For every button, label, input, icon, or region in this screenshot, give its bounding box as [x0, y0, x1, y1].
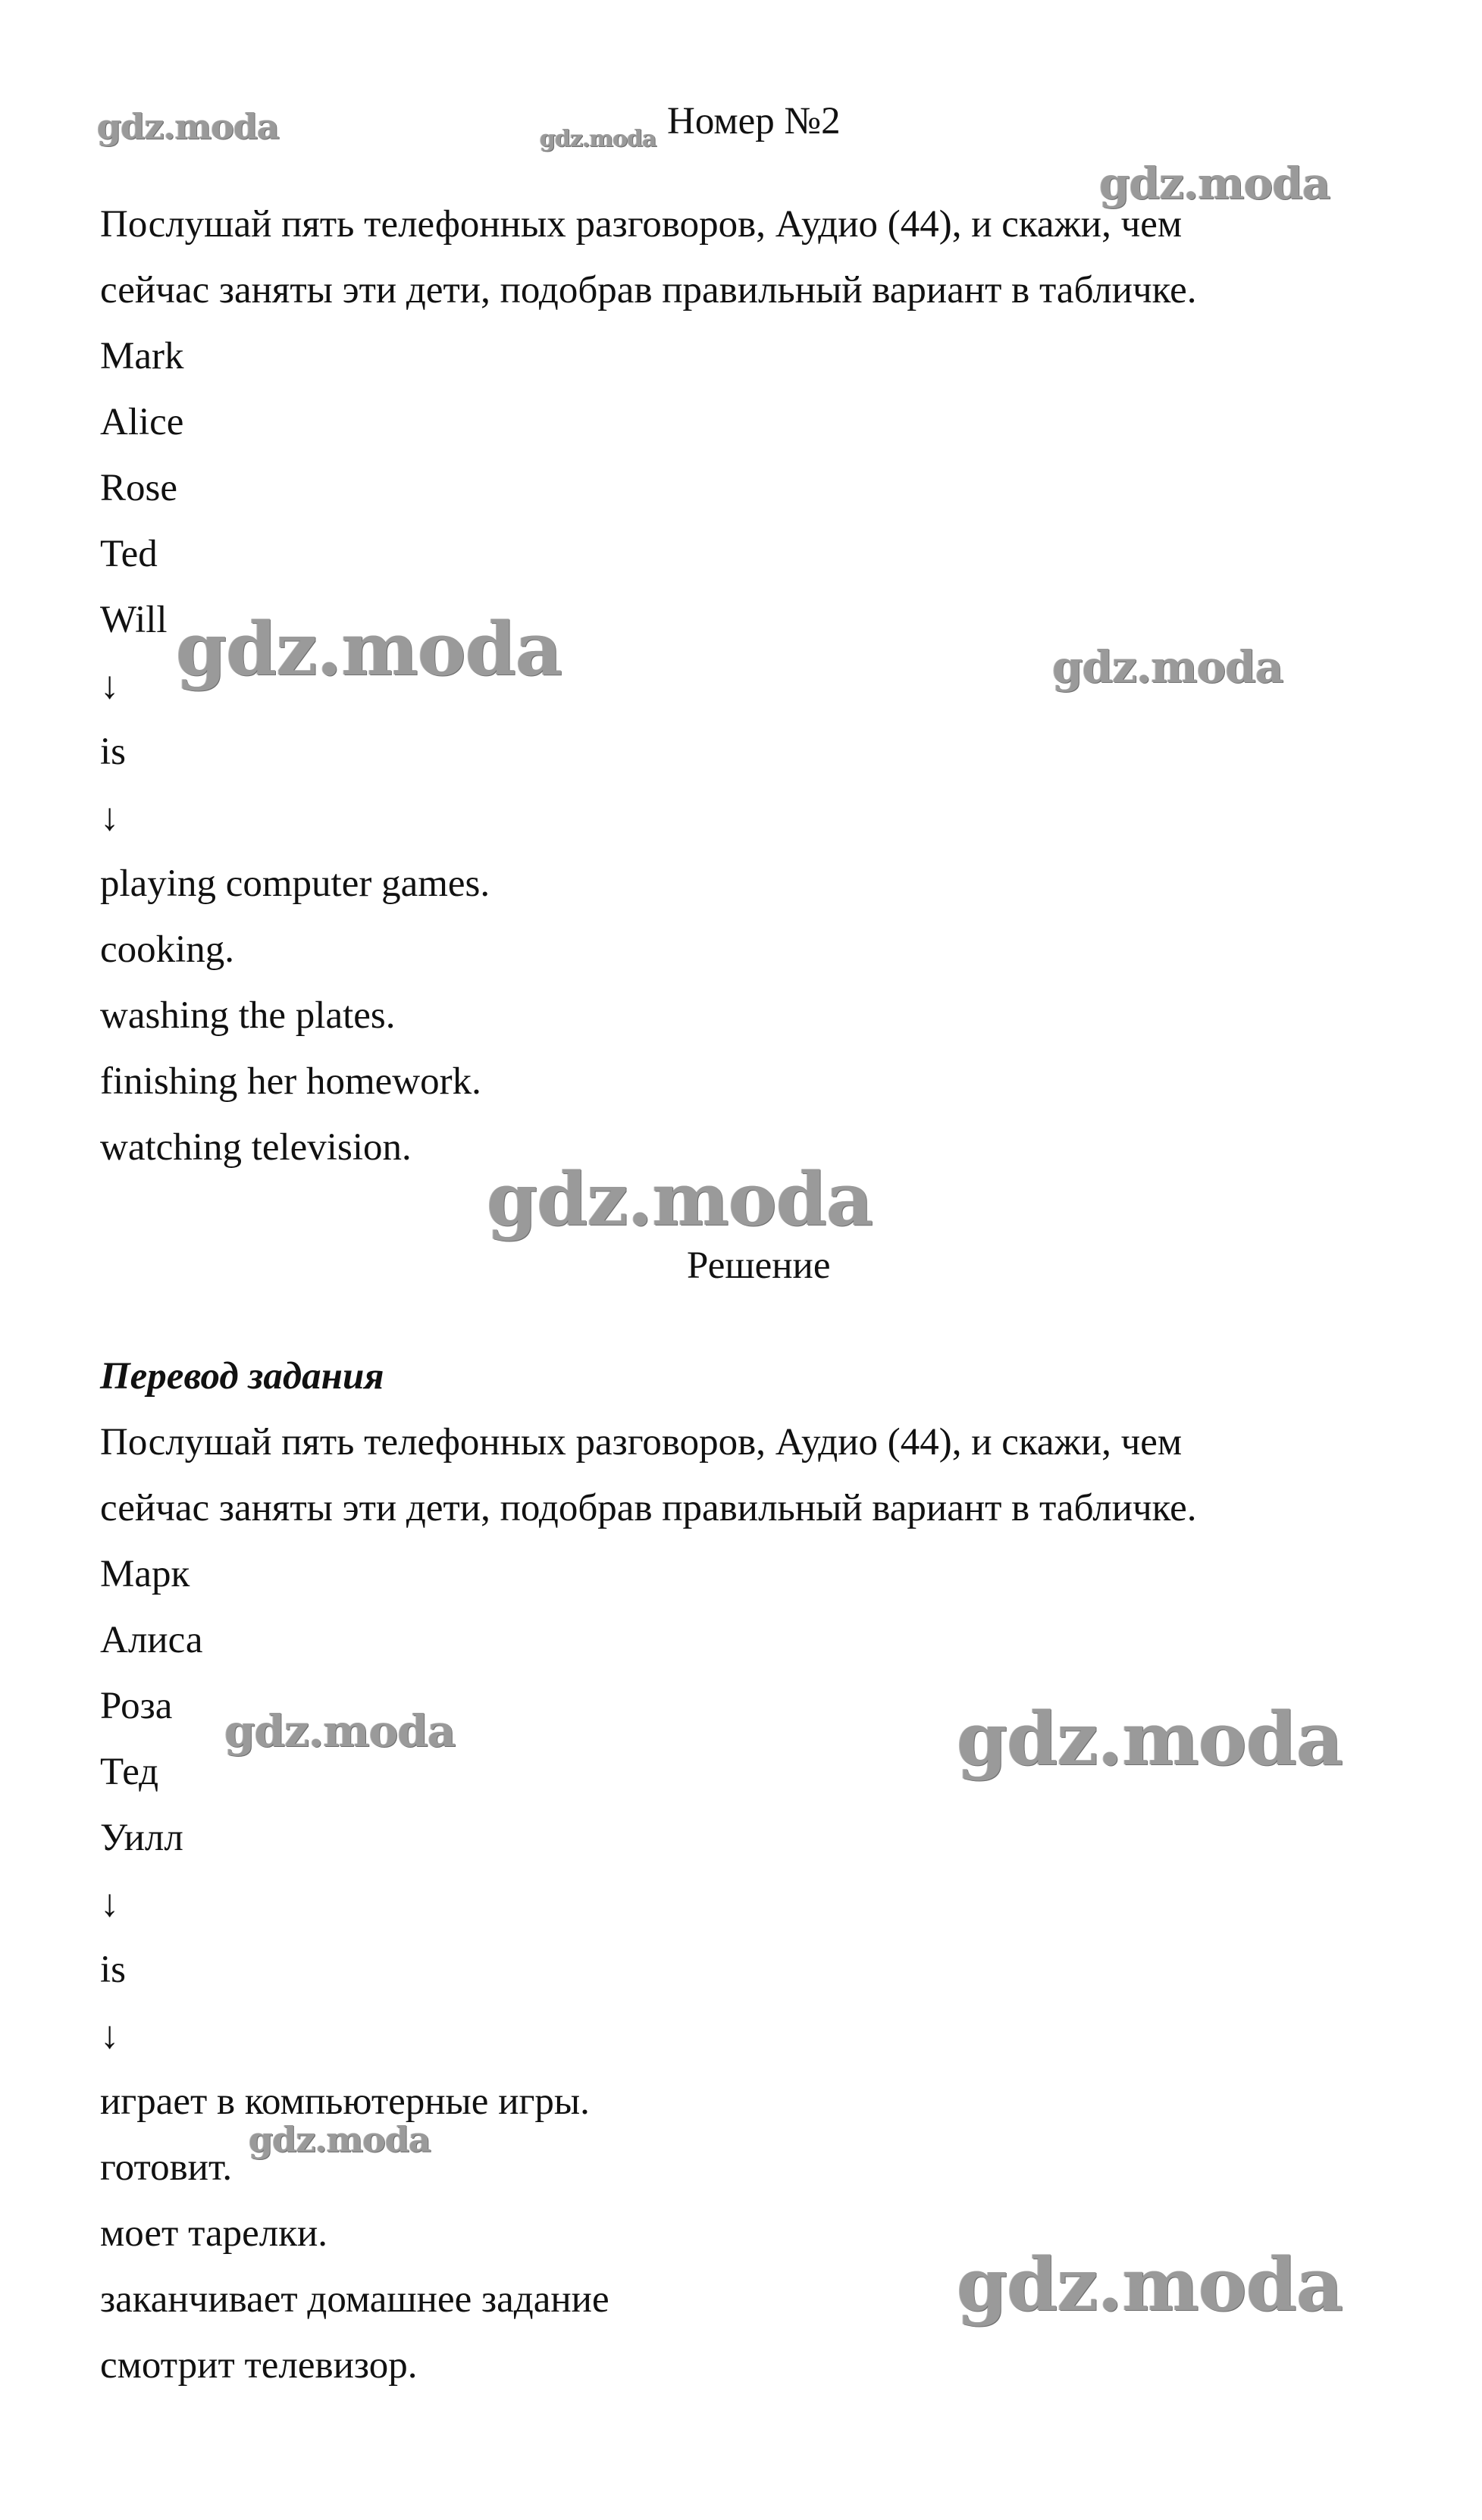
page-title: Номер №2	[667, 100, 841, 142]
down-arrow: ↓	[100, 797, 120, 839]
watermark: gdz.moda	[224, 1705, 456, 1757]
translation-activity-item: моет тарелки.	[100, 2212, 328, 2255]
task-instruction-line-1: Послушай пять телефонных разговоров, Аудио (44), и скажи, чем	[100, 203, 1183, 246]
task-activity-item: cooking.	[100, 928, 235, 971]
translation-instruction-line-2: сейчас заняты эти дети, подобрав правильный вариант в табличке.	[100, 1487, 1197, 1529]
watermark: gdz.moda	[249, 2119, 431, 2160]
task-name-item: Ted	[100, 533, 158, 575]
translation-name-item: Роза	[100, 1685, 173, 1727]
task-activity-item: finishing her homework.	[100, 1060, 481, 1103]
translation-activity-item: готовит.	[100, 2146, 233, 2189]
task-activity-item: washing the plates.	[100, 994, 396, 1037]
watermark: gdz.moda	[957, 1696, 1343, 1782]
translation-activity-item: заканчивает домашнее задание	[100, 2278, 609, 2321]
task-activity-item: playing computer games.	[100, 862, 490, 905]
task-verb: is	[100, 731, 127, 773]
watermark: gdz.moda	[97, 106, 279, 147]
translation-heading: Перевод задания	[100, 1355, 384, 1398]
watermark: gdz.moda	[1099, 158, 1330, 209]
task-name-item: Rose	[100, 467, 177, 509]
translation-name-item: Уилл	[100, 1817, 183, 1859]
down-arrow: ↓	[100, 665, 120, 707]
watermark: gdz.moda	[487, 1157, 873, 1242]
watermark: gdz.moda	[957, 2242, 1343, 2327]
translation-name-item: Марк	[100, 1553, 190, 1595]
watermark: gdz.moda	[540, 126, 656, 152]
task-activity-item: watching television.	[100, 1126, 412, 1169]
watermark: gdz.moda	[176, 606, 562, 692]
translation-verb: is	[100, 1949, 127, 1991]
task-name-item: Mark	[100, 335, 184, 377]
down-arrow: ↓	[100, 2014, 120, 2057]
task-instruction-line-2: сейчас заняты эти дети, подобрав правильный вариант в табличке.	[100, 269, 1197, 311]
translation-instruction-line-1: Послушай пять телефонных разговоров, Аудио (44), и скажи, чем	[100, 1421, 1183, 1463]
translation-name-item: Тед	[100, 1751, 159, 1793]
translation-name-item: Алиса	[100, 1619, 203, 1661]
task-name-item: Will	[100, 599, 168, 641]
watermark: gdz.moda	[1052, 641, 1283, 693]
down-arrow: ↓	[100, 1883, 120, 1925]
translation-activity-item: смотрит телевизор.	[100, 2344, 418, 2387]
translation-activity-item: играет в компьютерные игры.	[100, 2080, 590, 2123]
task-name-item: Alice	[100, 401, 184, 443]
solution-heading: Решение	[687, 1244, 831, 1287]
